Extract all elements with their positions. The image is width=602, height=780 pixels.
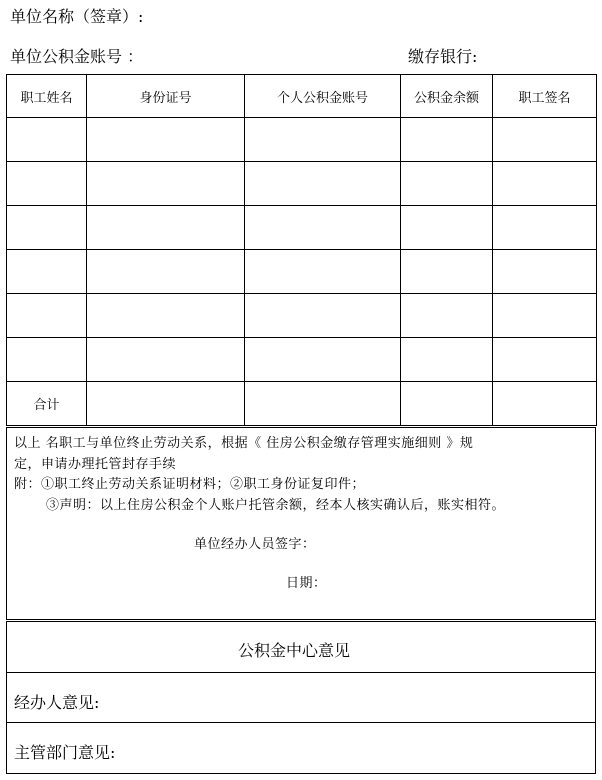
name-cell[interactable] [7,338,87,382]
id-number-cell[interactable] [87,338,245,382]
balance-cell[interactable] [401,118,493,162]
signature-cell[interactable] [493,162,597,206]
total-id-cell [87,382,245,426]
total-signature-cell [493,382,597,426]
id-number-cell[interactable] [87,250,245,294]
balance-cell[interactable] [401,294,493,338]
table-row [7,118,597,162]
table-header-row [7,75,597,118]
account-cell[interactable] [245,338,401,382]
total-account-cell [245,382,401,426]
center-opinion-title: 公积金中心意见 [238,641,351,660]
divider [6,672,596,673]
signature-cell[interactable] [493,338,597,382]
table-row [7,206,597,250]
attachment-line: 附：①职工终止劳动关系证明材料；②职工身份证复印件； [14,477,366,492]
signature-cell[interactable] [493,206,597,250]
column-header-name: 职工姓名 [7,75,87,118]
account-cell[interactable] [245,250,401,294]
signature-cell[interactable] [493,250,597,294]
declaration-line: ③声明：以上住房公积金个人账户托管余额，经本人核实确认后，账实相符。 [46,498,506,513]
unit-name-label: 单位名称（签章）: [10,7,144,26]
fund-account-label: 单位公积金账号 ： [10,47,144,66]
account-cell[interactable] [245,294,401,338]
table-row [7,338,597,382]
statement-line-2: 定，申请办理托管封存手续 [14,457,177,472]
name-cell[interactable] [7,294,87,338]
table-row [7,250,597,294]
bank-label: 缴存银行: [408,47,478,66]
name-cell[interactable] [7,162,87,206]
name-cell[interactable] [7,118,87,162]
divider [6,722,596,723]
table-row [7,162,597,206]
total-label: 合计 [7,382,87,426]
balance-cell[interactable] [401,338,493,382]
balance-cell[interactable] [401,162,493,206]
account-cell[interactable] [245,206,401,250]
column-header-balance: 公积金余额 [401,75,493,118]
id-number-cell[interactable] [87,294,245,338]
balance-cell[interactable] [401,250,493,294]
signature-cell[interactable] [493,294,597,338]
account-cell[interactable] [245,162,401,206]
table-row [7,294,597,338]
id-number-cell[interactable] [87,162,245,206]
statement-line-1: 以上 名职工与单位终止劳动关系，根据《 住房公积金缴存管理实施细则 》规 [14,436,474,451]
name-cell[interactable] [7,206,87,250]
id-number-cell[interactable] [87,118,245,162]
handler-opinion-label: 经办人意见: [14,693,100,712]
employee-table [6,74,597,426]
total-balance-cell[interactable] [401,382,493,426]
column-header-signature: 职工签名 [493,75,597,118]
total-row [7,382,597,426]
column-header-personal-account: 个人公积金账号 [245,75,401,118]
signature-cell[interactable] [493,118,597,162]
name-cell[interactable] [7,250,87,294]
supervisor-opinion-label: 主管部门意见: [14,743,116,762]
column-header-id-number: 身份证号 [87,75,245,118]
balance-cell[interactable] [401,206,493,250]
date-label: 日期： [286,576,327,591]
id-number-cell[interactable] [87,206,245,250]
account-cell[interactable] [245,118,401,162]
signer-label: 单位经办人员签字： [194,537,316,552]
